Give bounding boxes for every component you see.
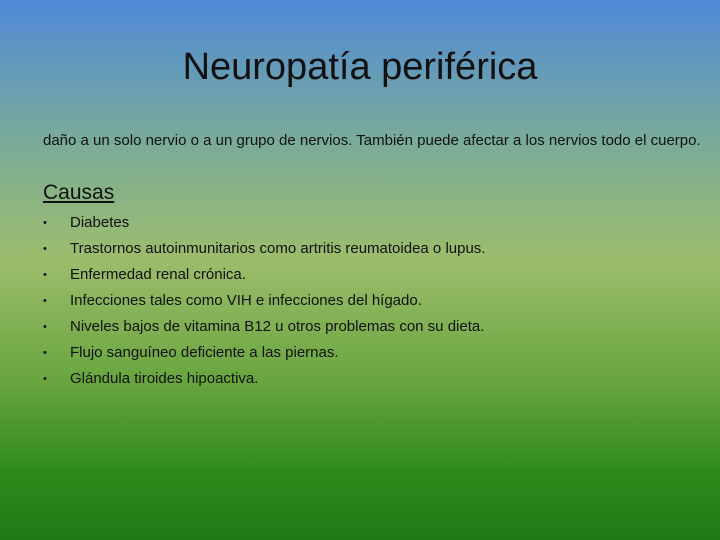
list-item <box>43 288 683 314</box>
list-item <box>43 314 683 340</box>
section-heading-causas: Causas <box>43 181 115 204</box>
list-item <box>43 366 683 392</box>
bullet-icon: • <box>43 295 47 307</box>
bullet-icon: • <box>43 373 47 385</box>
bullet-icon: • <box>43 217 47 229</box>
bullet-icon: • <box>43 321 47 333</box>
list-item <box>43 236 683 262</box>
slide-title: Neuropatía periférica <box>182 46 538 88</box>
causes-list <box>43 210 683 392</box>
list-item <box>43 210 683 236</box>
bullet-icon: • <box>43 269 47 281</box>
list-item <box>43 340 683 366</box>
list-item <box>43 262 683 288</box>
intro-paragraph: daño a un solo nervio o a un grupo de nervios. También puede afectar a los nervios todo el cuerpo. <box>43 132 701 149</box>
cause-text: Enfermedad renal crónica. <box>70 266 246 283</box>
bullet-icon: • <box>43 243 47 255</box>
cause-text: Infecciones tales como VIH e infecciones del hígado. <box>70 292 422 309</box>
cause-text: Flujo sanguíneo deficiente a las piernas. <box>70 344 339 361</box>
cause-text: Trastornos autoinmunitarios como artritis reumatoidea o lupus. <box>70 240 486 257</box>
bullet-icon: • <box>43 347 47 359</box>
cause-text: Diabetes <box>70 214 130 231</box>
cause-text: Glándula tiroides hipoactiva. <box>70 370 259 387</box>
cause-text: Niveles bajos de vitamina B12 u otros problemas con su dieta. <box>70 318 485 335</box>
